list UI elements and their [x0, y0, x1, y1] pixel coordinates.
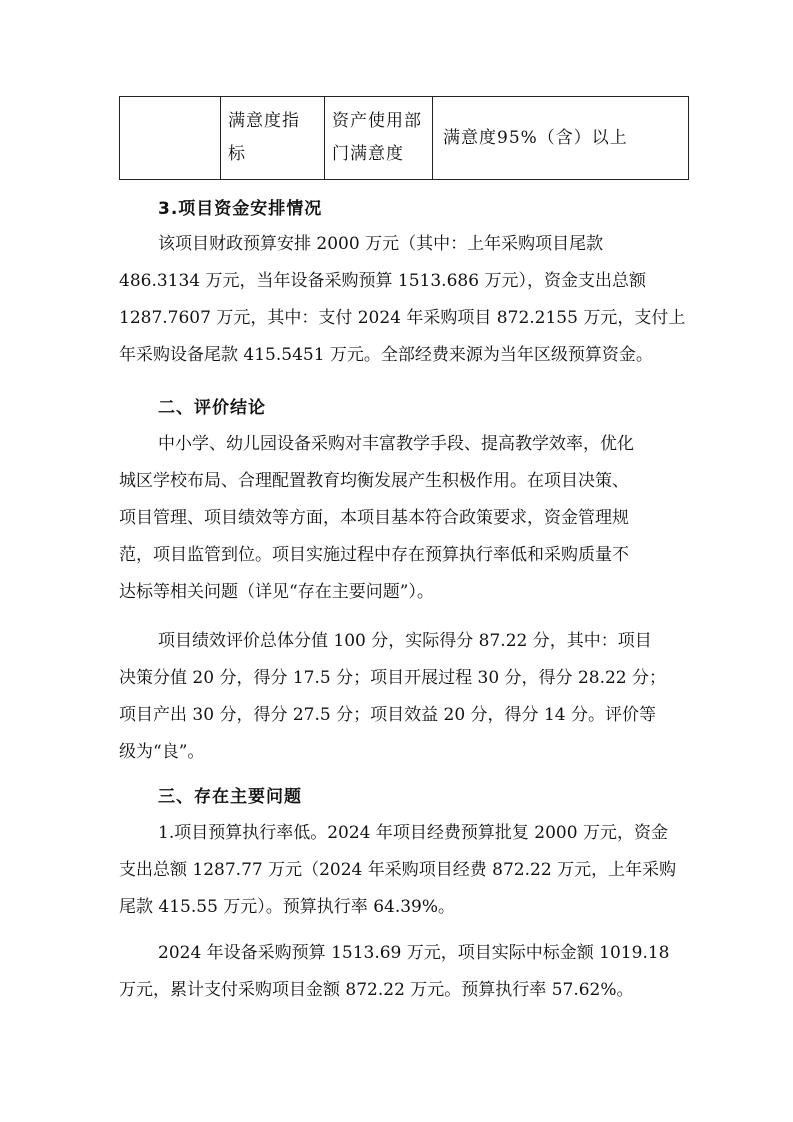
conclusion-paragraph-2: [119, 623, 689, 771]
section-heading-conclusion: 二、评价结论: [158, 398, 266, 418]
cell-line: 满意度指: [228, 111, 300, 131]
paragraph-line: 2024 年设备采购预算 1513.69 万元，项目实际中标金额 1019.18: [158, 943, 670, 963]
paragraph-line: 城区学校布局、合理配置教育均衡发展产生积极作用。在项目决策、: [119, 471, 629, 491]
section-heading-funding: 3.项目资金安排情况: [158, 199, 323, 219]
conclusion-paragraph-1: [119, 426, 689, 611]
table-cell-empty: [120, 97, 221, 180]
paragraph-line: 486.3134 万元，当年设备采购预算 1513.686 万元），资金支出总额: [119, 271, 646, 291]
cell-line: 资产使用部: [332, 111, 422, 131]
paragraph-line: 达标等相关问题（详见“存在主要问题”）。: [119, 582, 434, 602]
paragraph-line: 项目绩效评价总体分值 100 分，实际得分 87.22 分，其中：项目: [158, 631, 652, 651]
paragraph-line: 范，项目监管到位。项目实施过程中存在预算执行率低和采购质量不: [119, 545, 629, 565]
problems-paragraph-1: [119, 815, 689, 926]
table-cell-target: 满意度95%（含）以上: [433, 97, 689, 180]
cell-line: 标: [228, 144, 246, 164]
paragraph-line: 决策分值 20 分，得分 17.5 分；项目开展过程 30 分，得分 28.22 分；: [119, 668, 667, 688]
table-row: [120, 97, 689, 180]
paragraph-line: 1287.7607 万元，其中：支付 2024 年采购项目 872.2155 万元，支付上: [119, 308, 686, 328]
paragraph-line: 项目管理、项目绩效等方面，本项目基本符合政策要求，资金管理规: [119, 508, 629, 528]
table-cell-sub-indicator: [325, 97, 433, 180]
problems-paragraph-2: [119, 935, 689, 1009]
paragraph-line: 该项目财政预算安排 2000 万元（其中：上年采购项目尾款: [158, 234, 604, 254]
paragraph-line: 尾款 415.55 万元）。预算执行率 64.39%。: [119, 897, 456, 917]
paragraph-line: 1.项目预算执行率低。2024 年项目经费预算批复 2000 万元，资金: [158, 823, 668, 843]
paragraph-line: 万元，累计支付采购项目金额 872.22 万元。预算执行率 57.62%。: [119, 980, 634, 1000]
indicator-table: [119, 96, 689, 180]
section-heading-problems: 三、存在主要问题: [158, 787, 302, 807]
paragraph-line: 年采购设备尾款 415.5451 万元。全部经费来源为当年区级预算资金。: [119, 345, 653, 365]
paragraph-line: 支出总额 1287.77 万元（2024 年采购项目经费 872.22 万元，上年采购: [119, 860, 677, 880]
cell-line: 门满意度: [332, 144, 404, 164]
funding-paragraph: [119, 226, 689, 374]
paragraph-line: 中小学、幼儿园设备采购对丰富教学手段、提高教学效率，优化: [158, 434, 634, 454]
paragraph-line: 级为“良”。: [119, 742, 205, 762]
paragraph-line: 项目产出 30 分，得分 27.5 分；项目效益 20 分，得分 14 分。评价等: [119, 705, 656, 725]
table-cell-indicator: [221, 97, 325, 180]
